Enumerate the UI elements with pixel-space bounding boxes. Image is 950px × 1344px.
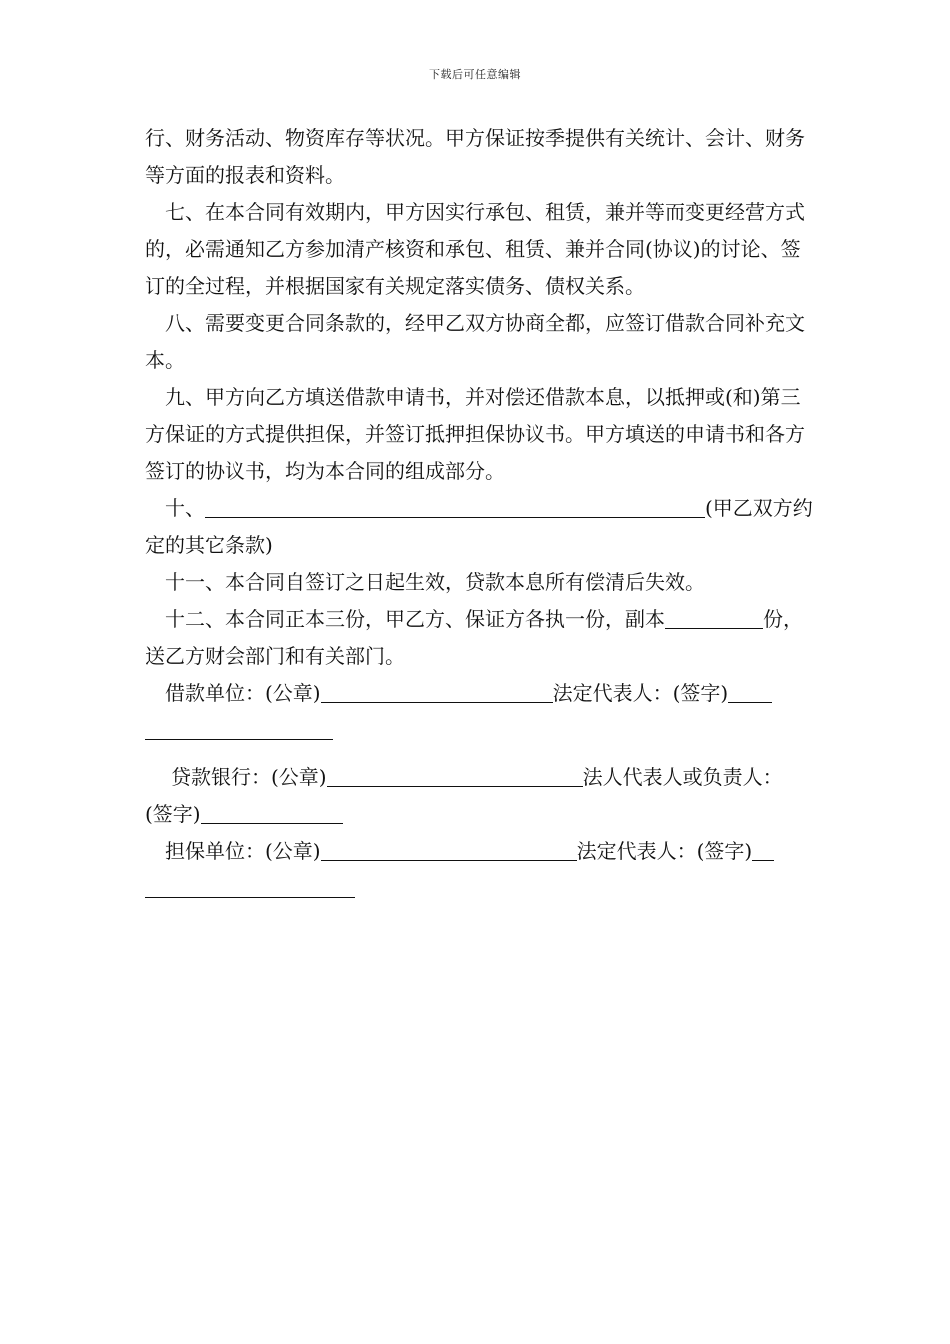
clause-10-suffix: (甲乙双方约定的其它条款)	[145, 496, 813, 557]
borrower-rep-blank-a[interactable]	[728, 680, 772, 703]
bank-seal-blank[interactable]	[327, 764, 583, 787]
clause-8: 八、需要变更合同条款的，经甲乙双方协商全都，应签订借款合同补充文本。	[145, 311, 805, 372]
bank-rep-label: 法人代表人或负责人：	[582, 765, 783, 789]
clause-11: 十一、本合同自签订之日起生效，贷款本息所有偿清后失效。	[165, 570, 705, 594]
clause-12-suffix: 份，送乙方财会部门和有关部门。	[145, 607, 803, 668]
clause-10	[145, 490, 813, 564]
guarantor-signature-line	[145, 833, 813, 907]
guarantor-seal-blank[interactable]	[321, 838, 577, 861]
bank-signature-line	[145, 759, 813, 833]
guarantor-rep-label: 法定代表人：(签字)	[576, 839, 753, 863]
copies-blank-a[interactable]	[665, 606, 741, 629]
clause-12-prefix: 十二、本合同正本三份，甲乙方、保证方各执一份，副本	[165, 607, 665, 631]
clause-9: 九、甲方向乙方填送借款申请书，并对偿还借款本息，以抵押或(和)第三方保证的方式提供担保，并签订抵押担保协议书。甲方填送的申请书和各方签订的协议书，均为本合同的组成部分。	[145, 385, 805, 483]
copies-blank-b[interactable]	[741, 606, 763, 629]
guarantor-rep-blank-b[interactable]	[145, 875, 355, 898]
guarantor-rep-blank-a[interactable]	[752, 838, 774, 861]
clause-6-continuation: 行、财务活动、物资库存等状况。甲方保证按季提供有关统计、会计、财务等方面的报表和资料。	[145, 126, 805, 187]
borrower-signature-line	[145, 675, 813, 749]
guarantor-seal-label: 担保单位：(公章)	[165, 839, 321, 863]
bank-sign-blank[interactable]	[201, 801, 343, 824]
borrower-rep-blank-b[interactable]	[145, 717, 333, 740]
clause-10-blank[interactable]	[205, 495, 705, 518]
page-header-note: 下载后可任意编辑	[429, 68, 521, 81]
borrower-seal-blank[interactable]	[321, 680, 553, 703]
contract-body	[145, 120, 813, 907]
bank-seal-label: 贷款银行：(公章)	[171, 765, 327, 789]
bank-sign-label: (签字)	[145, 802, 201, 826]
borrower-rep-label: 法定代表人：(签字)	[552, 681, 729, 705]
clause-7: 七、在本合同有效期内，甲方因实行承包、租赁，兼并等而变更经营方式的，必需通知乙方参加清产核资和承包、租赁、兼并合同(协议)的讨论、签订的全过程，并根据国家有关规定落实债务、债权关系。	[145, 200, 805, 298]
clause-12	[145, 601, 813, 675]
borrower-seal-label: 借款单位：(公章)	[165, 681, 321, 705]
clause-10-label: 十、	[165, 496, 205, 520]
